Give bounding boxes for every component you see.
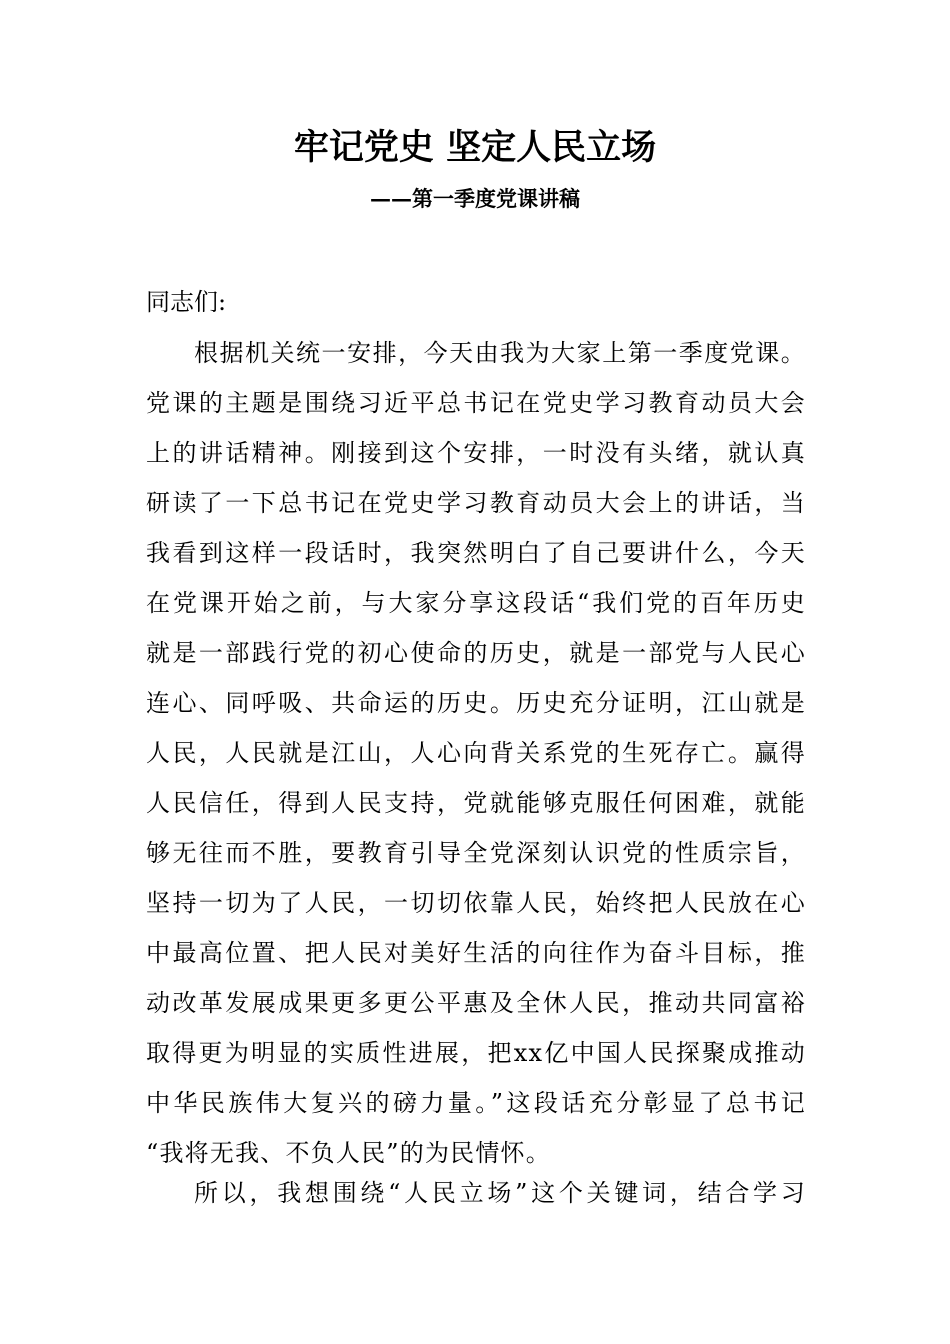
salutation: 同志们: — [146, 288, 227, 316]
document-subtitle: ——第一季度党课讲稿 — [370, 186, 580, 211]
paragraph-2 — [146, 1168, 806, 1218]
paragraph-line: 取得更为明显的实质性进展，把xx亿中国人民探聚成推动 — [146, 1039, 806, 1067]
paragraph-line: 根据机关统一安排，今天由我为大家上第一季度党课。 — [194, 339, 806, 367]
paragraph-line: 中最高位置、把人民对美好生活的向往作为奋斗目标，推 — [146, 939, 806, 967]
paragraph-line: 就是一部践行党的初心使命的历史，就是一部党与人民心 — [146, 639, 806, 667]
document-title: 牢记党史 坚定人民立场 — [293, 127, 657, 168]
paragraph-line: 上的讲话精神。刚接到这个安排，一时没有头绪，就认真 — [146, 439, 806, 467]
paragraph-line: 所以，我想围绕“人民立场”这个关键词，结合学习 — [194, 1179, 806, 1207]
paragraph-line: 坚持一切为了人民，一切切依靠人民，始终把人民放在心 — [146, 889, 806, 917]
paragraph-line: 够无往而不胜，要教育引导全党深刻认识党的性质宗旨， — [146, 839, 806, 867]
paragraph-line: 党课的主题是围绕习近平总书记在党史学习教育动员大会 — [146, 389, 806, 417]
paragraph-line: 人民信任，得到人民支持，党就能够克服任何困难，就能 — [146, 789, 806, 817]
paragraph-line: “我将无我、不负人民”的为民情怀。 — [146, 1139, 551, 1167]
paragraph-line: 人民，人民就是江山，人心向背关系党的生死存亡。赢得 — [146, 739, 806, 767]
paragraph-1 — [146, 328, 806, 1178]
paragraph-line: 连心、同呼吸、共命运的历史。历史充分证明，江山就是 — [146, 689, 806, 717]
paragraph-line: 我看到这样一段话时，我突然明白了自己要讲什么，今天 — [146, 539, 806, 567]
paragraph-line: 在党课开始之前，与大家分享这段话“我们党的百年历史 — [146, 589, 806, 617]
paragraph-line: 研读了一下总书记在党史学习教育动员大会上的讲话，当 — [146, 489, 806, 517]
paragraph-line: 中华民族伟大复兴的磅力量。”这段话充分彰显了总书记 — [146, 1089, 806, 1117]
paragraph-line: 动改革发展成果更多更公平惠及全休人民，推动共同富裕 — [146, 989, 806, 1017]
